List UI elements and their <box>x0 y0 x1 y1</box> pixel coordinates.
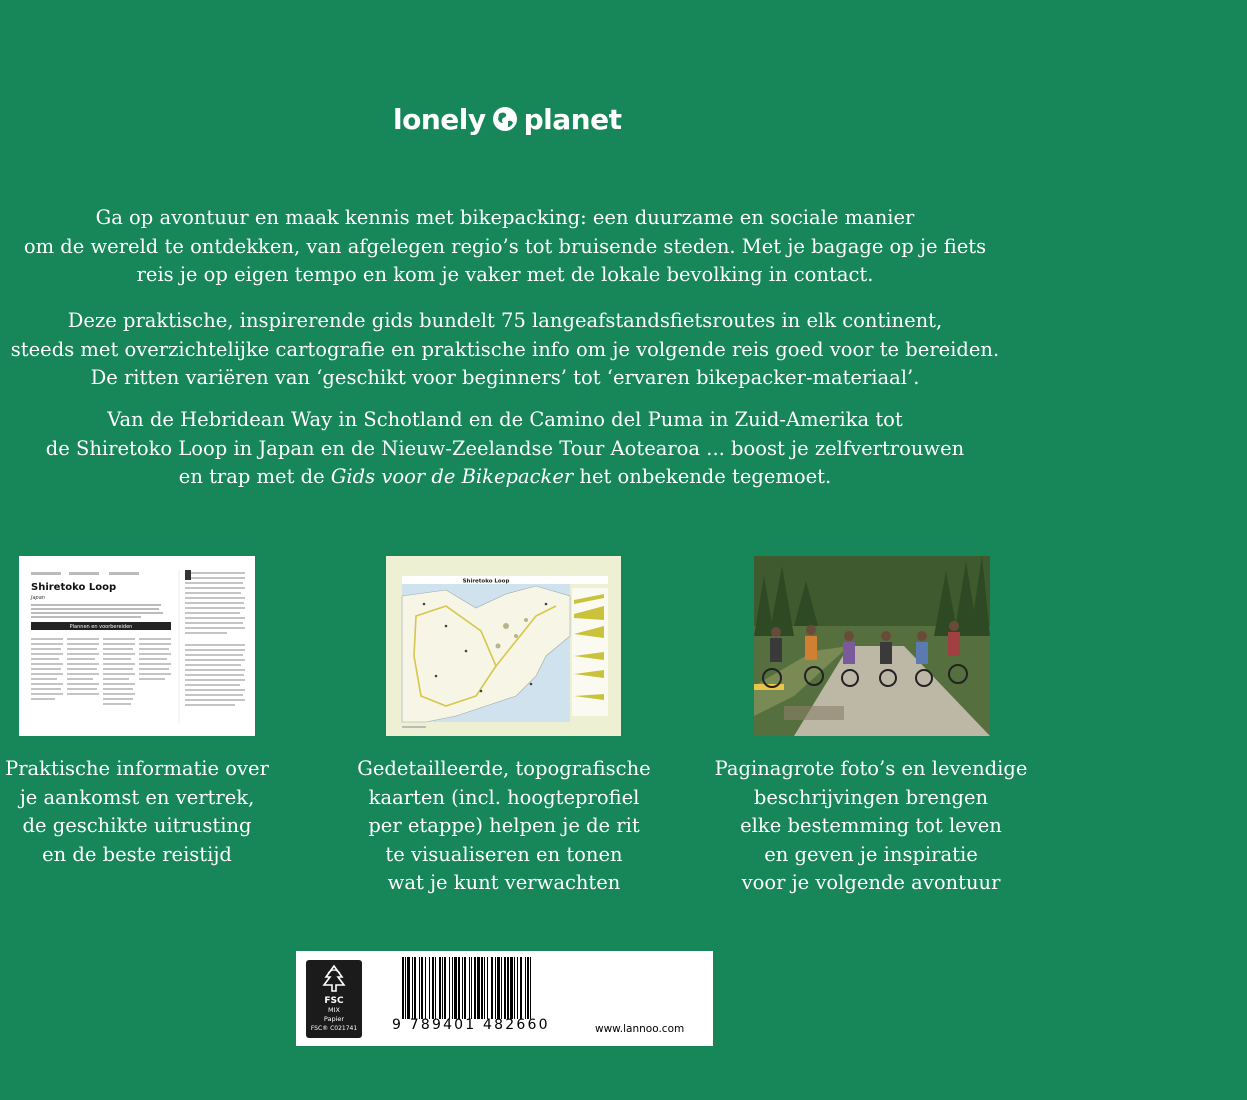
fsc-label <box>306 960 362 1038</box>
text-line: Van de Hebridean Way in Schotland en de Camino del Puma in Zuid-Amerika tot <box>107 408 903 431</box>
barcode-bar <box>481 957 483 1019</box>
barcode-bar <box>484 957 485 1019</box>
sample-page-subtitle: Japan <box>31 595 45 601</box>
text-line: om de wereld te ontdekken, van afgelegen regio’s tot bruisende steden. Met je bagage op je fiets <box>23 234 987 258</box>
caption-line: kaarten (incl. hoogteprofiel <box>368 785 640 809</box>
text-line <box>0 463 1010 492</box>
text-line: Deze praktische, inspirerende gids bundelt 75 langeafstandsfietsroutes in elk continent, <box>67 309 943 332</box>
text-line: reis je op eigen tempo en kom je vaker met de lokale bevolking in contact. <box>136 263 874 286</box>
barcode-bar <box>495 957 496 1019</box>
sample-page-thumbnail <box>19 556 255 736</box>
sample-page-section: Plannen en voorbereiden <box>69 624 133 630</box>
barcode-bar <box>487 957 488 1019</box>
caption-line: te visualiseren en tonen <box>385 842 623 866</box>
barcode-panel <box>296 951 713 1046</box>
intro-paragraph-2 <box>0 307 1010 393</box>
barcode-bar <box>464 957 466 1019</box>
caption-line: Praktische informatie over <box>5 757 269 780</box>
fsc-paper: Papier <box>323 1015 345 1023</box>
caption-line: wat je kunt verwachten <box>387 871 621 894</box>
book-title: Gids voor de Bikepacker <box>330 465 574 488</box>
barcode-bar <box>421 957 423 1019</box>
barcode-bar <box>435 957 436 1019</box>
barcode-bar <box>469 957 470 1019</box>
feature-caption-practical <box>0 755 274 869</box>
barcode-bar <box>504 957 506 1019</box>
barcode-bar <box>432 957 434 1019</box>
isbn-barcode <box>402 957 574 1019</box>
fsc-code: FSC® C021741 <box>310 1025 358 1032</box>
sample-map-thumbnail <box>386 556 621 736</box>
barcode-bar <box>454 957 457 1019</box>
barcode-bar <box>525 957 526 1019</box>
barcode-bar <box>429 957 430 1019</box>
feature-caption-photos <box>710 755 1032 898</box>
barcode-bar <box>405 957 406 1019</box>
barcode-bar <box>527 957 529 1019</box>
sample-map-graphic <box>386 556 621 736</box>
barcode-bar <box>507 957 509 1019</box>
caption-line: je aankomst en vertrek, <box>19 785 255 809</box>
barcode-bar <box>462 957 463 1019</box>
caption-line: Paginagrote foto’s en levendige <box>714 757 1028 780</box>
barcode-bar <box>477 957 480 1019</box>
cyclists-photo-thumbnail <box>754 556 990 736</box>
barcode-bar <box>444 957 446 1019</box>
text-span: het onbekende tegemoet. <box>573 465 832 488</box>
intro-paragraph-3 <box>0 406 1010 492</box>
barcode-bar <box>530 957 531 1019</box>
barcode-bar <box>407 957 410 1019</box>
barcode-bar <box>491 957 493 1019</box>
barcode-bar <box>442 957 443 1019</box>
caption-line: per etappe) helpen je de rit <box>368 814 640 837</box>
barcode-bar <box>414 957 416 1019</box>
barcode-bar <box>412 957 413 1019</box>
barcode-bar <box>425 957 426 1019</box>
lonely-planet-logo <box>393 96 623 142</box>
logo-word-lonely: lonely <box>393 102 486 136</box>
barcode-bar <box>501 957 502 1019</box>
text-line: Ga op avontuur en maak kennis met bikepacking: een duurzame en sociale manier <box>95 206 915 229</box>
feature-caption-maps <box>354 755 654 898</box>
text-span: en trap met de <box>178 465 331 488</box>
barcode-bar <box>419 957 420 1019</box>
publisher-website: www.lannoo.com <box>595 1023 685 1035</box>
barcode-bar <box>520 957 522 1019</box>
intro-paragraph-1 <box>0 204 1010 290</box>
sample-page-graphic <box>19 556 255 736</box>
text-line: steeds met overzichtelijke cartografie en praktische info om je volgende reis goed voor te bereiden. <box>10 337 1000 361</box>
isbn-number: 9 789401 482660 <box>392 1017 550 1033</box>
fsc-mix: MIX <box>328 1006 340 1014</box>
barcode-bar <box>449 957 450 1019</box>
caption-line: en de beste reistijd <box>42 842 232 866</box>
sample-map-title: Shiretoko Loop <box>462 578 510 585</box>
barcode-bar <box>517 957 518 1019</box>
barcode-bar <box>497 957 500 1019</box>
barcode-bar <box>452 957 453 1019</box>
fsc-title: FSC <box>324 996 344 1006</box>
caption-line: beschrijvingen brengen <box>753 785 989 809</box>
sample-page-title: Shiretoko Loop <box>31 582 117 593</box>
caption-line: en geven je inspiratie <box>764 842 978 866</box>
barcode-bar <box>510 957 513 1019</box>
text-line: De ritten variëren van ‘geschikt voor beginners’ tot ‘ervaren bikepacker-materiaal’. <box>90 366 920 389</box>
fsc-tree-icon <box>319 963 349 993</box>
caption-line: voor je volgende avontuur <box>741 871 1001 894</box>
barcode-bar <box>514 957 515 1019</box>
barcode-bar <box>402 957 404 1019</box>
barcode-bar <box>471 957 472 1019</box>
globe-icon <box>492 106 518 132</box>
caption-line: de geschikte uitrusting <box>22 814 252 837</box>
text-line: de Shiretoko Loop in Japan en de Nieuw-Zeelandse Tour Aotearoa ... boost je zelfvertrouwen <box>45 436 965 460</box>
barcode-bar <box>458 957 460 1019</box>
cyclists-photo <box>754 556 990 736</box>
barcode-bar <box>474 957 476 1019</box>
barcode-bar <box>439 957 441 1019</box>
caption-line: Gedetailleerde, topografische <box>357 757 651 780</box>
logo-word-planet: planet <box>523 102 622 136</box>
caption-line: elke bestemming tot leven <box>740 814 1002 837</box>
